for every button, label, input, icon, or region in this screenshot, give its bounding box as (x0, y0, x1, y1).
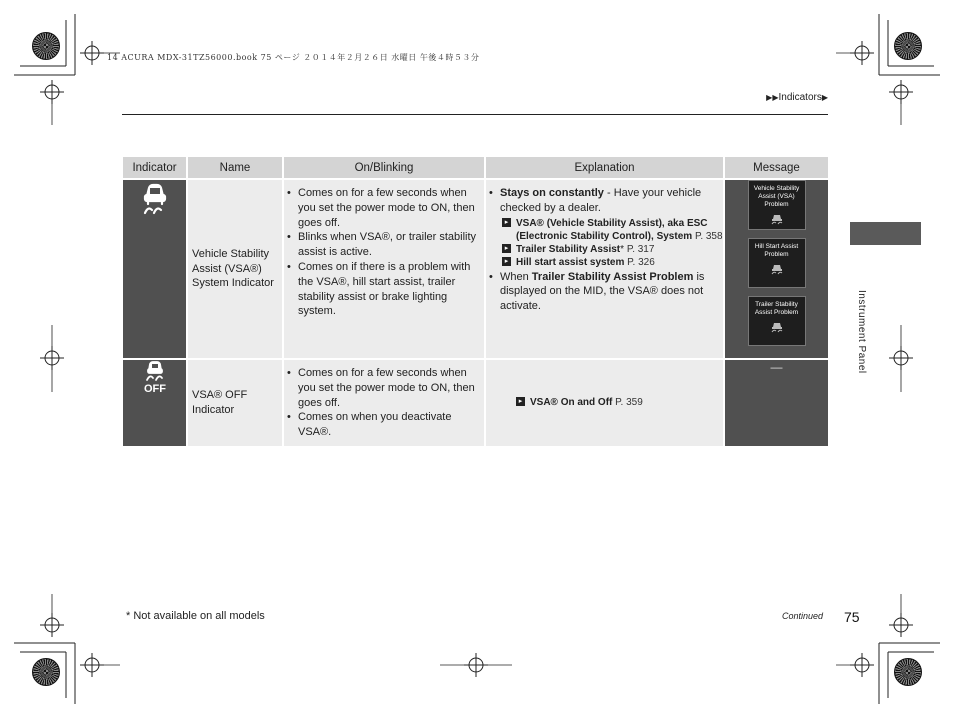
list-item: • When Trailer Stability Assist Problem is displayed on the MID, the VSA® does not activate. (500, 270, 719, 314)
list-item: • Comes on when you deactivate VSA®. (298, 410, 480, 440)
no-message-dash: — (770, 360, 783, 374)
breadcrumb-suffix: ▶ (821, 93, 828, 102)
footnote: * Not available on all models (126, 610, 265, 622)
explanation-text: - Have your vehicle checked by a dealer. (500, 187, 702, 214)
table-header-row (123, 157, 828, 178)
reference-arrow-icon: ▸ (516, 397, 525, 406)
header-name: Name (188, 157, 282, 178)
vsa-mini-icon (770, 263, 784, 275)
vsa-icon (141, 180, 169, 216)
list-item: • Comes on for a few seconds when you set the power mode to ON, then goes off. (298, 186, 480, 230)
indicator-cell (123, 360, 186, 446)
explanation-cell (486, 360, 723, 446)
explanation-bold: Stays on constantly (500, 187, 604, 199)
table-row (123, 180, 828, 358)
on-blinking-cell (284, 180, 484, 358)
mid-message-vsa-problem: Vehicle Stability Assist (VSA) Problem (748, 180, 806, 230)
header-explanation: Explanation (486, 157, 723, 178)
list-item: • Comes on if there is a problem with the VSA®, hill start assist, trailer stability assist or brake lighting system. (298, 260, 480, 319)
section-tab (850, 222, 921, 245)
mid-message-trailer-problem: Trailer Stability Assist Problem (748, 296, 806, 346)
message-cell (725, 360, 828, 446)
print-header: 14 ACURA MDX-31TZ56000.book 75 ページ ２０１４年２月２６日 水曜日 午後４時５３分 (107, 53, 480, 62)
indicator-name: Vehicle Stability Assist (VSA®) System Indicator (188, 180, 282, 358)
header-rule (122, 114, 828, 115)
header-on-blinking: On/Blinking (284, 157, 484, 178)
cross-reference-link[interactable]: ▸ Trailer Stability Assist* P. 317 (502, 243, 723, 256)
breadcrumb[interactable] (766, 92, 828, 103)
header-indicator: Indicator (123, 157, 186, 178)
indicator-name: VSA® OFF Indicator (188, 360, 282, 446)
cross-reference-link[interactable]: ▸ VSA® On and Off P. 359 (516, 396, 723, 409)
table-row (123, 360, 828, 446)
breadcrumb-label[interactable]: Indicators (778, 92, 822, 103)
indicator-cell (123, 180, 186, 358)
reference-arrow-icon: ▸ (502, 218, 511, 227)
continued-label: Continued (782, 611, 824, 621)
cross-reference-link[interactable]: ▸ Hill start assist system P. 326 (502, 256, 723, 269)
header-message: Message (725, 157, 828, 178)
page-number: 75 (844, 609, 860, 625)
explanation-cell (486, 180, 723, 358)
mid-message-hill-start-problem: Hill Start Assist Problem (748, 238, 806, 288)
section-tab-label: Instrument Panel (856, 290, 867, 374)
list-item: • Comes on for a few seconds when you set the power mode to ON, then goes off. (298, 366, 480, 410)
cross-reference-link[interactable]: ▸ VSA® (Vehicle Stability Assist), aka ESC (Electronic Stability Control), System P. 358 (502, 217, 723, 243)
vsa-off-icon (141, 360, 169, 394)
vsa-mini-icon (770, 213, 784, 225)
reference-arrow-icon: ▸ (502, 257, 511, 266)
list-item (500, 186, 719, 216)
list-item: • Blinks when VSA®, or trailer stability assist is active. (298, 230, 480, 260)
message-cell (725, 180, 828, 358)
vsa-mini-icon (770, 321, 784, 333)
on-blinking-cell (284, 360, 484, 446)
breadcrumb-prefix: ▶▶ (766, 93, 779, 102)
indicator-table (121, 155, 830, 448)
svg-text:OFF: OFF (143, 383, 166, 394)
reference-arrow-icon: ▸ (502, 244, 511, 253)
